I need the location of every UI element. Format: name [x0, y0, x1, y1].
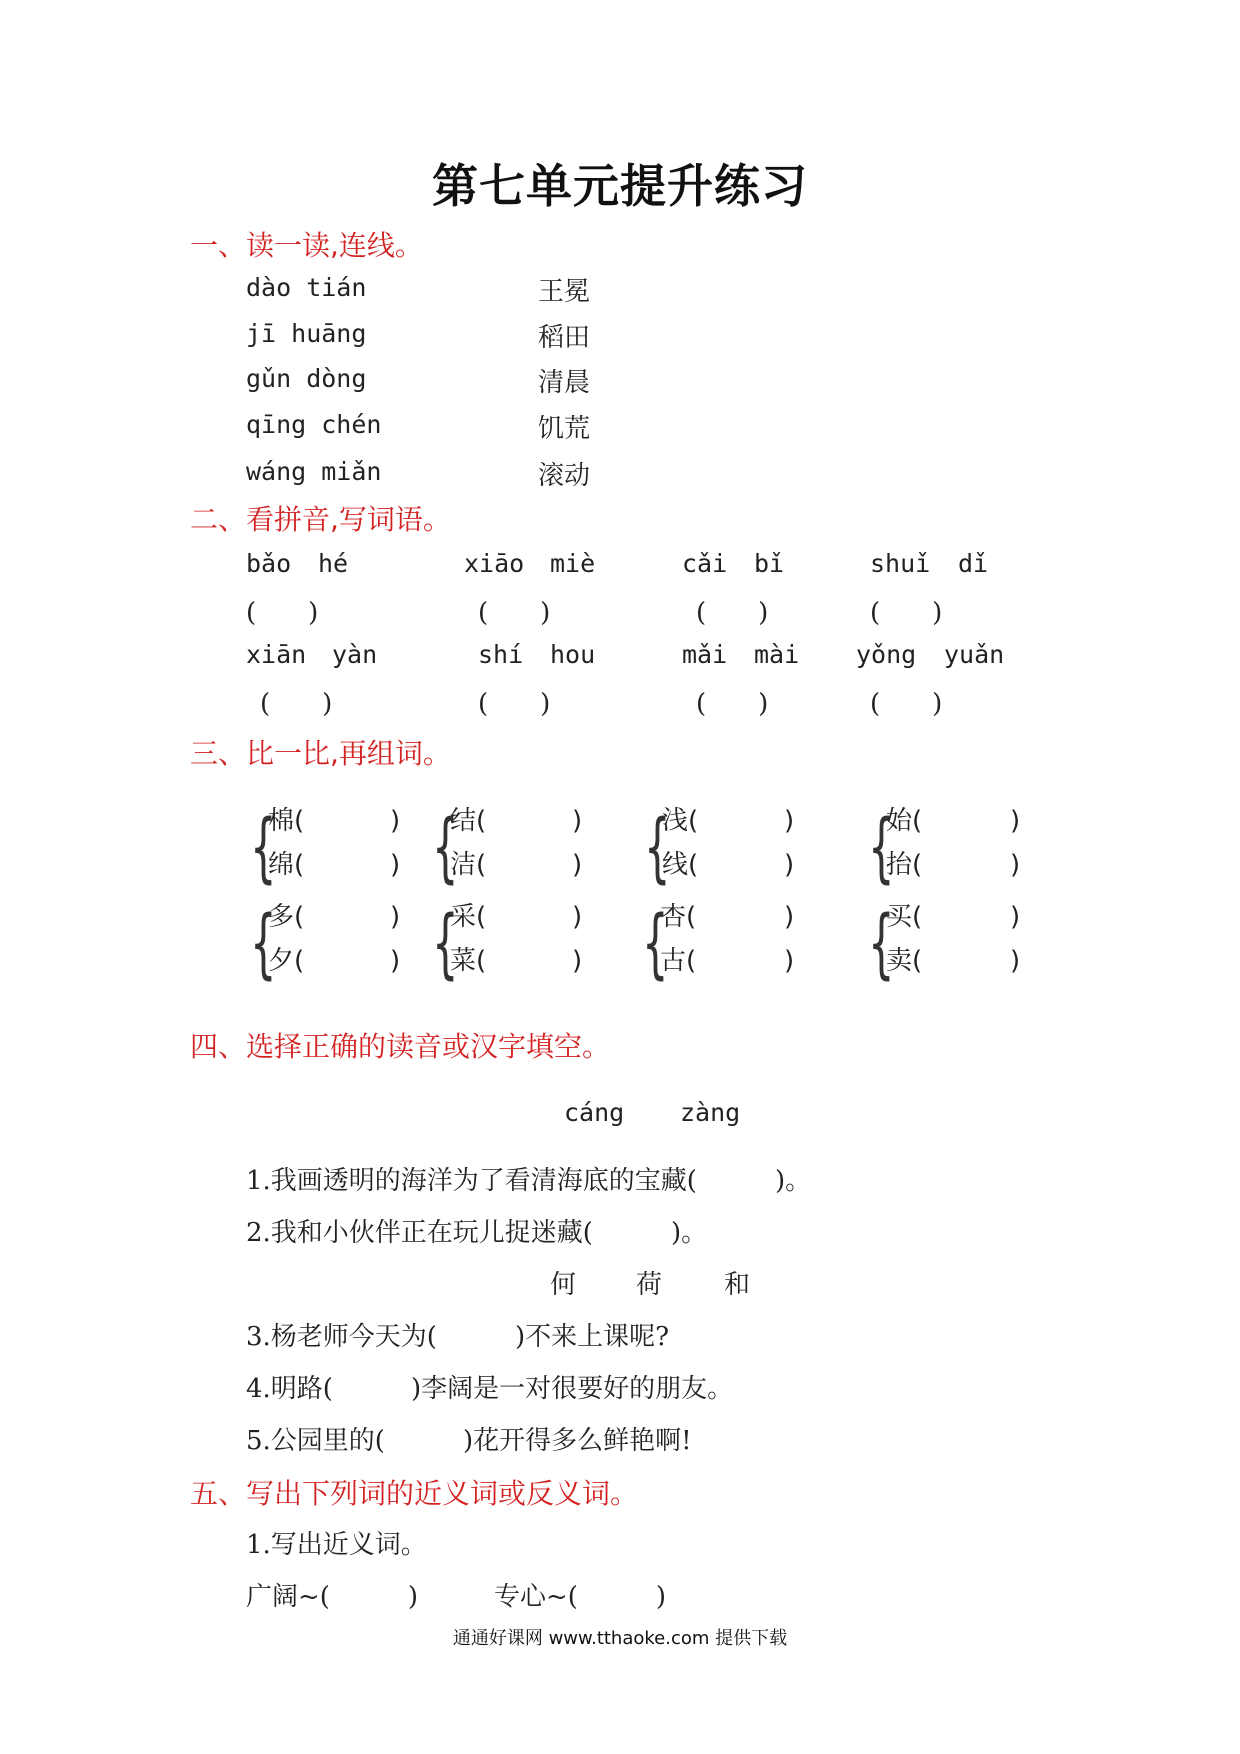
compare-char: 棉(: [268, 806, 305, 836]
compare-group-8: [868, 898, 1038, 988]
brace-icon: {: [868, 898, 895, 987]
compare-char: 古(: [660, 946, 697, 976]
paren-close: ): [390, 850, 401, 880]
compare-char: 夕(: [268, 946, 305, 976]
compare-group-1: [250, 802, 420, 892]
s4-choice-he-1: 何: [550, 1270, 577, 1300]
compare-group-2: [432, 802, 602, 892]
s1-pinyin-3: gǔn dòng: [246, 364, 367, 393]
s2-r1-pinyin-2a: xiāo: [464, 549, 525, 578]
s2-r1-pinyin-2b: miè: [550, 549, 596, 578]
s2-r1-blank-3[interactable]: ( ): [696, 598, 769, 628]
s2-r2-pinyin-3a: mǎi: [682, 640, 728, 669]
brace-icon: {: [250, 898, 277, 987]
compare-char: 菜(: [450, 946, 487, 976]
paren-close: ): [1010, 806, 1021, 836]
paren-close: ): [1010, 850, 1021, 880]
paren-close: ): [784, 946, 795, 976]
section-5-heading: 五、写出下列词的近义词或反义词。: [190, 1477, 639, 1510]
paren-close: ): [1010, 902, 1021, 932]
s4-choice-he-3: 和: [724, 1270, 751, 1300]
section-1-heading: 一、读一读,连线。: [190, 229, 423, 262]
compare-char: 结(: [450, 806, 487, 836]
s2-r1-blank-1[interactable]: ( ): [246, 598, 319, 628]
compare-char: 杏(: [660, 902, 697, 932]
paren-close: ): [572, 902, 583, 932]
paren-close: ): [572, 946, 583, 976]
compare-group-3: [644, 802, 814, 892]
compare-char: 线(: [662, 850, 699, 880]
brace-icon: {: [642, 898, 669, 987]
s2-r1-blank-4[interactable]: ( ): [870, 598, 943, 628]
compare-group-7: [642, 898, 812, 988]
compare-group-5: [250, 898, 420, 988]
brace-icon: {: [250, 802, 277, 891]
s4-choice-cang: cáng: [564, 1098, 625, 1127]
s1-pinyin-1: dào tián: [246, 273, 367, 302]
compare-char: 洁(: [450, 850, 487, 880]
s4-choice-zang: zàng: [680, 1098, 741, 1127]
s5-subheading: 1.写出近义词。: [246, 1530, 427, 1560]
s2-r1-pinyin-3a: cǎi: [682, 549, 728, 578]
compare-char: 始(: [886, 806, 923, 836]
s5-item-2: 专心~( ): [494, 1582, 667, 1612]
s2-r2-blank-4[interactable]: ( ): [870, 689, 943, 719]
paren-close: ): [390, 806, 401, 836]
paren-close: ): [784, 806, 795, 836]
compare-char: 采(: [450, 902, 487, 932]
s2-r1-pinyin-4b: dǐ: [958, 549, 989, 578]
s2-r1-pinyin-1b: hé: [318, 549, 349, 578]
compare-char: 浅(: [662, 806, 699, 836]
compare-group-6: [432, 898, 602, 988]
s4-question-1: 1.我画透明的海洋为了看清海底的宝藏( )。: [246, 1166, 812, 1196]
compare-char: 绵(: [268, 850, 305, 880]
s4-question-5: 5.公园里的( )花开得多么鲜艳啊!: [246, 1426, 692, 1456]
compare-group-4: [868, 802, 1038, 892]
paren-close: ): [572, 806, 583, 836]
compare-char: 卖(: [886, 946, 923, 976]
s2-r2-pinyin-1b: yàn: [332, 640, 378, 669]
s2-r2-pinyin-2b: hou: [550, 640, 596, 669]
s1-pinyin-5: wáng miǎn: [246, 457, 382, 486]
brace-icon: {: [432, 898, 459, 987]
s2-r2-pinyin-4a: yǒng: [856, 640, 917, 669]
s2-r1-pinyin-4a: shuǐ: [870, 549, 931, 578]
s2-r1-pinyin-1a: bǎo: [246, 549, 292, 578]
paren-close: ): [572, 850, 583, 880]
compare-char: 抬(: [886, 850, 923, 880]
section-3-heading: 三、比一比,再组词。: [190, 737, 451, 770]
s2-r2-blank-1[interactable]: ( ): [260, 689, 333, 719]
s2-r2-blank-3[interactable]: ( ): [696, 689, 769, 719]
s2-r1-blank-2[interactable]: ( ): [478, 598, 551, 628]
s2-r2-pinyin-4b: yuǎn: [944, 640, 1005, 669]
page-title: 第七单元提升练习: [432, 159, 808, 213]
brace-icon: {: [644, 802, 671, 891]
compare-char: 买(: [886, 902, 923, 932]
s2-r2-blank-2[interactable]: ( ): [478, 689, 551, 719]
paren-close: ): [784, 902, 795, 932]
s2-r1-pinyin-3b: bǐ: [754, 549, 785, 578]
s1-pinyin-4: qīng chén: [246, 410, 382, 439]
s4-question-3: 3.杨老师今天为( )不来上课呢?: [246, 1322, 670, 1352]
compare-char: 多(: [268, 902, 305, 932]
s1-pinyin-2: jī huāng: [246, 319, 367, 348]
s1-word-5: 滚动: [538, 461, 591, 491]
footer-watermark: 通通好课网 www.tthaoke.com 提供下载: [452, 1628, 788, 1649]
s4-question-4: 4.明路( )李阔是一对很要好的朋友。: [246, 1374, 734, 1404]
s1-word-3: 清晨: [538, 368, 591, 398]
s1-word-2: 稻田: [538, 323, 591, 353]
paren-close: ): [1010, 946, 1021, 976]
s2-r2-pinyin-2a: shí: [478, 640, 524, 669]
s1-word-1: 王冕: [538, 277, 591, 307]
section-2-heading: 二、看拼音,写词语。: [190, 503, 451, 536]
s2-r2-pinyin-1a: xiān: [246, 640, 307, 669]
s1-word-4: 饥荒: [538, 414, 591, 444]
section-4-heading: 四、选择正确的读音或汉字填空。: [190, 1030, 611, 1063]
paren-close: ): [784, 850, 795, 880]
paren-close: ): [390, 946, 401, 976]
s5-item-1: 广阔~( ): [246, 1582, 419, 1612]
s4-choice-he-2: 荷: [636, 1270, 663, 1300]
brace-icon: {: [432, 802, 459, 891]
paren-close: ): [390, 902, 401, 932]
brace-icon: {: [868, 802, 895, 891]
s2-r2-pinyin-3b: mài: [754, 640, 800, 669]
s4-question-2: 2.我和小伙伴正在玩儿捉迷藏( )。: [246, 1218, 708, 1248]
